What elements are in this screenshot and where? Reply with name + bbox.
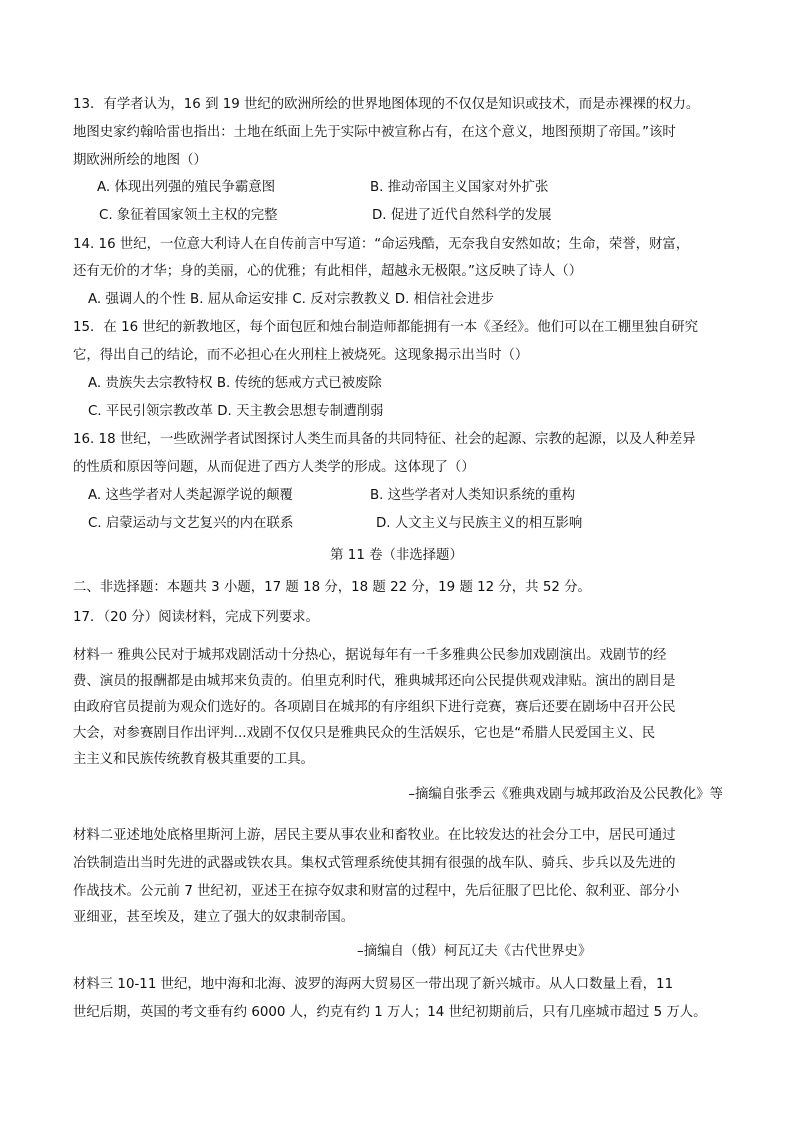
q13-option-c: C. 象征着国家领土主权的完整 <box>99 208 278 223</box>
material2-line-4: 亚细亚，甚至埃及，建立了强大的奴隶制帝国。 <box>73 910 355 925</box>
material1-line-4: 大会，对参赛剧目作出评判...戏剧不仅仅只是雅典民众的生活娱乐，它也是“希腊人民爱国主义、民 <box>73 726 656 741</box>
material1-line-1: 材料一 雅典公民对于城邦戏剧活动十分热心，据说每年有一千多雅典公民参加戏剧演出。戏剧节的经 <box>73 648 667 663</box>
material1-source: –摘编自张季云《雅典戏剧与城邦政治及公民教化》等 <box>408 787 723 802</box>
q15-options-line-1: A. 贵族失去宗教特权 B. 传统的惩戒方式已被废除 <box>88 376 382 391</box>
q16-stem-line-2: 的性质和原因等问题，从而促进了西方人类学的形成。这体现了（） <box>73 460 475 475</box>
q16-option-d: D. 人文主义与民族主义的相互影响 <box>376 516 583 531</box>
material1-line-2: 费、演员的报酬都是由城邦来负责的。伯里克利时代，雅典城邦还向公民提供观戏津贴。演出的剧目是 <box>73 674 676 689</box>
q17-header: 17．（20 分）阅读材料，完成下列要求。 <box>73 610 319 625</box>
material2-source: –摘编自（俄）柯瓦辽夫《古代世界史》 <box>357 944 592 959</box>
material3-line-2: 世纪后期，英国的考文垂有约 6000 人，约克有约 1 万人；14 世纪初期前后，只有几座城市超过 5 万人。 <box>73 1005 707 1020</box>
q14-stem-line-2: 还有无价的才华；身的美丽，心的优雅；有此相伴，超越永无极限。”这反映了诗人（） <box>73 264 583 279</box>
material2-line-1: 材料二亚述地处底格里斯河上游，居民主要从事农业和畜牧业。在比较发达的社会分工中，居民可通过 <box>73 828 676 843</box>
q13-option-a: A. 体现出列强的殖民争霸意图 <box>97 180 276 195</box>
material3-line-1: 材料三 10-11 世纪，地中海和北海、波罗的海两大贸易区一带出现了新兴城市。从人口数量上看，11 <box>73 977 674 992</box>
material1-line-5: 主主义和民族传统教育极其重要的工具。 <box>73 752 315 767</box>
material2-line-2: 冶铁制造出当时先进的武器或铁农具。集权式管理系统使其拥有很强的战车队、骑兵、步兵以及先进的 <box>73 856 676 871</box>
q16-option-a: A. 这些学者对人类起源学说的颠覆 <box>88 488 293 503</box>
section2-header: 二、非选择题：本题共 3 小题，17 题 18 分，18 题 22 分，19 题 12 分，共 52 分。 <box>73 580 591 595</box>
q13-stem-line-1: 13．有学者认为，16 到 19 世纪的欧洲所绘的世界地图体现的不仅仅是知识或技术，而是赤裸裸的权力。 <box>73 97 700 112</box>
material1-line-3: 由政府官员提前为观众们选好的。各项剧目在城邦的有序组织下进行竞赛，赛后还要在剧场中召开公民 <box>73 700 676 715</box>
q15-stem-line-2: 它，得出自己的结论，而不必担心在火刑柱上被烧死。这现象揭示出当时（） <box>73 348 529 363</box>
material2-line-3: 作战技术。公元前 7 世纪初，亚述王在掠夺奴隶和财富的过程中，先后征服了巴比伦、叙利亚、部分小 <box>73 884 680 899</box>
volume-title: 第 11 卷（非选择题） <box>330 548 463 563</box>
q13-stem-line-2: 地图史家约翰哈雷也指出：土地在纸面上先于实际中被宣称占有，在这个意义，地图预期了帝国。”该时 <box>73 125 676 140</box>
q16-option-c: C. 启蒙运动与文艺复兴的内在联系 <box>88 516 294 531</box>
q15-options-line-2: C. 平民引领宗教改革 D. 天主教会思想专制遭削弱 <box>88 404 384 419</box>
q13-option-d: D. 促进了近代自然科学的发展 <box>372 208 552 223</box>
q16-stem-line-1: 16. 18 世纪，一些欧洲学者试图探讨人类生而具备的共同特征、社会的起源、宗教的起源，以及人种差异 <box>73 432 696 447</box>
q15-stem-line-1: 15．在 16 世纪的新教地区，每个面包匠和烛台制造师都能拥有一本《圣经》。他们可以在工棚里独自研究 <box>73 320 699 335</box>
q16-option-b: B. 这些学者对人类知识系统的重构 <box>370 488 576 503</box>
q14-stem-line-1: 14. 16 世纪，一位意大利诗人在自传前言中写道：“命运残酷，无奈我自安然如故；生命，荣誉，财富， <box>73 237 690 252</box>
q13-stem-line-3: 期欧洲所绘的地图（） <box>73 153 207 168</box>
q14-options: A. 强调人的个性 B. 屈从命运安排 C. 反对宗教教义 D. 相信社会进步 <box>88 292 494 307</box>
q13-option-b: B. 推动帝国主义国家对外扩张 <box>370 180 549 195</box>
